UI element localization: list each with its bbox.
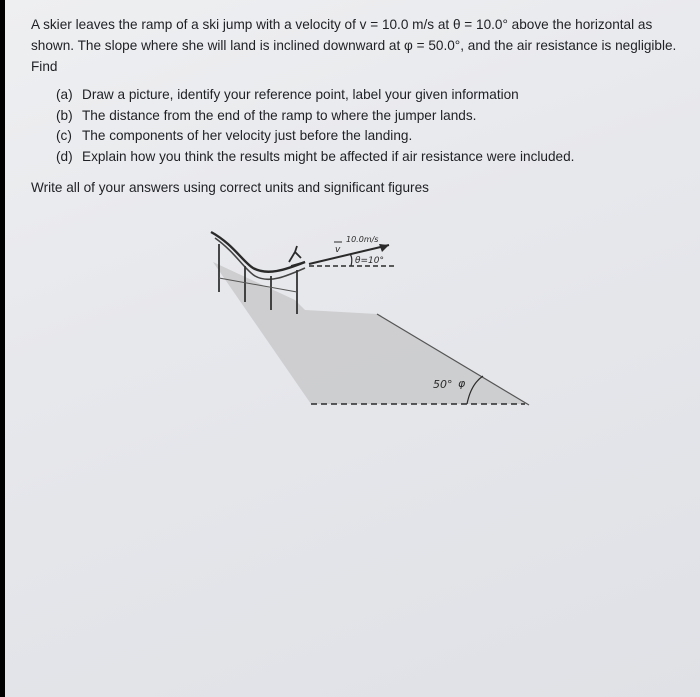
- theta-label: θ=10°: [355, 256, 384, 266]
- problem-intro: A skier leaves the ramp of a ski jump with a velocity of v = 10.0 m/s at θ = 10.0° above the horizontal as shown. The slope where she will land is inclined downward at φ = 50.0°, and the air resistance is negligible. Find: [31, 17, 677, 74]
- vector-symbol-label: v: [335, 245, 341, 255]
- question-label: (d): [56, 148, 73, 164]
- ramp-curve: [211, 232, 305, 272]
- question-text: Draw a picture, identify your reference point, label your given information: [82, 87, 519, 102]
- theta-arc: [350, 254, 352, 266]
- ski-jump-figure: [5, 0, 700, 697]
- question-label: (b): [56, 107, 73, 123]
- question-text: The distance from the end of the ramp to where the jumper lands.: [82, 107, 477, 123]
- question-text: The components of her velocity just before the landing.: [82, 128, 413, 143]
- question-label: (c): [56, 128, 72, 143]
- instruction-text: Write all of your answers using correct units and significant figures: [31, 180, 429, 195]
- phi-label: 50°: [433, 378, 453, 391]
- question-label: (a): [56, 87, 73, 102]
- skier-figure: [289, 246, 305, 266]
- worksheet-page: [5, 0, 700, 697]
- velocity-arrowhead: [379, 244, 389, 252]
- landing-slope: [213, 262, 527, 404]
- velocity-label: 10.0m/s: [346, 235, 379, 244]
- phi-symbol-label: φ: [458, 377, 466, 390]
- question-text: Explain how you think the results might be affected if air resistance were included.: [82, 148, 575, 164]
